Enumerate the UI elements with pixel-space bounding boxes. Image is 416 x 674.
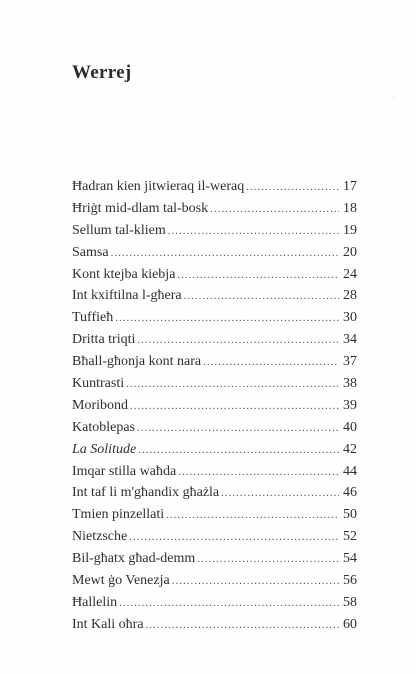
toc-entry-title: Int kxiftilna l-għera [72,288,182,304]
dot-leader [111,243,339,265]
toc-entry-page-number: 54 [343,551,357,567]
toc-entry-title: Dritta triqti [72,332,136,348]
toc-entry-page-number: 58 [343,594,357,610]
dot-leader [197,549,339,571]
toc-entry-page-number: 28 [343,288,357,304]
toc-entry [72,395,357,417]
toc-entry [72,614,357,636]
toc-entry [72,373,357,395]
toc-entry [72,285,357,307]
toc-entry-title: Tmien pinzellati [72,507,165,523]
dot-leader [126,374,339,396]
toc-entry [72,329,357,351]
toc-entry [72,548,357,570]
toc-entry [72,351,357,373]
toc-entry-title: Imqar stilla waħda [72,463,177,479]
toc-entry-page-number: 60 [343,616,357,632]
toc-entry-page-number: 39 [343,397,357,413]
page-title: Werrej [72,62,132,83]
toc-entry-page-number: 38 [343,376,357,392]
dot-leader [130,396,339,418]
toc-entry-title: Bħall-għonja kont nara [72,354,202,370]
toc-entry [72,176,357,198]
dot-leader [115,308,339,330]
toc-entry-title: Int taf li m'għandix għażla [72,485,220,501]
toc-entry-page-number: 20 [343,244,357,260]
toc-entry-page-number: 46 [343,485,357,501]
toc-entry-page-number: 40 [343,419,357,435]
toc-entry [72,439,357,461]
toc-entry-title: Int Kali oħra [72,616,144,632]
toc-entry-title: Nietzsche [72,529,128,545]
toc-entry-title: Katoblepas [72,419,135,435]
dot-leader [172,571,339,593]
toc-entry [72,482,357,504]
toc-entry-title: Samsa [72,244,109,260]
toc-entry [72,242,357,264]
toc-entry-page-number: 24 [343,266,357,282]
dot-leader [137,418,339,440]
toc-entry-page-number: 44 [343,463,357,479]
toc-entry-title: Ħadran kien jitwieraq il-weraq [72,179,245,194]
toc-entry [72,504,357,526]
dot-leader [210,199,339,221]
dot-leader [221,483,339,505]
toc-entry [72,592,357,614]
dot-leader [146,615,339,637]
toc-entry-page-number: 17 [343,179,357,194]
toc-entry [72,307,357,329]
toc-entry-title: Ħriġt mid-dlam tal-bosk [72,200,209,216]
dot-leader [203,352,339,374]
toc-entry-title: Moribond [72,397,128,413]
toc-entry-title: Tuffieħ [72,310,114,326]
table-of-contents [72,176,357,636]
toc-entry-title: La Solitude [72,441,137,457]
toc-entry [72,198,357,220]
dot-leader [246,177,339,199]
toc-entry [72,264,357,286]
toc-entry [72,220,357,242]
toc-entry-title: Sellum tal-kliem [72,222,166,238]
toc-entry-title: Kuntrasti [72,376,125,392]
dot-leader [168,221,339,243]
toc-entry [72,570,357,592]
dot-leader [129,527,339,549]
dot-leader [138,440,339,462]
toc-entry-page-number: 42 [343,441,357,457]
toc-entry-title: Ħallelin [72,594,118,610]
dot-leader [137,330,339,352]
toc-entry-page-number: 52 [343,529,357,545]
toc-entry-page-number: 30 [343,310,357,326]
toc-entry-page-number: 50 [343,507,357,523]
toc-entry-title: Kont ktejba kiebja [72,266,176,282]
page-mark [393,97,394,98]
toc-entry-page-number: 37 [343,354,357,370]
toc-entry-page-number: 18 [343,200,357,216]
dot-leader [119,593,339,615]
dot-leader [184,286,339,308]
dot-leader [177,265,339,287]
toc-entry [72,417,357,439]
toc-entry [72,461,357,483]
dot-leader [178,462,339,484]
toc-entry-page-number: 19 [343,222,357,238]
dot-leader [166,505,339,527]
toc-entry [72,526,357,548]
toc-entry-title: Bil-għatx għad-demm [72,551,196,567]
toc-entry-page-number: 56 [343,573,357,589]
toc-entry-title: Mewt ġo Venezja [72,573,170,589]
toc-entry-page-number: 34 [343,332,357,348]
